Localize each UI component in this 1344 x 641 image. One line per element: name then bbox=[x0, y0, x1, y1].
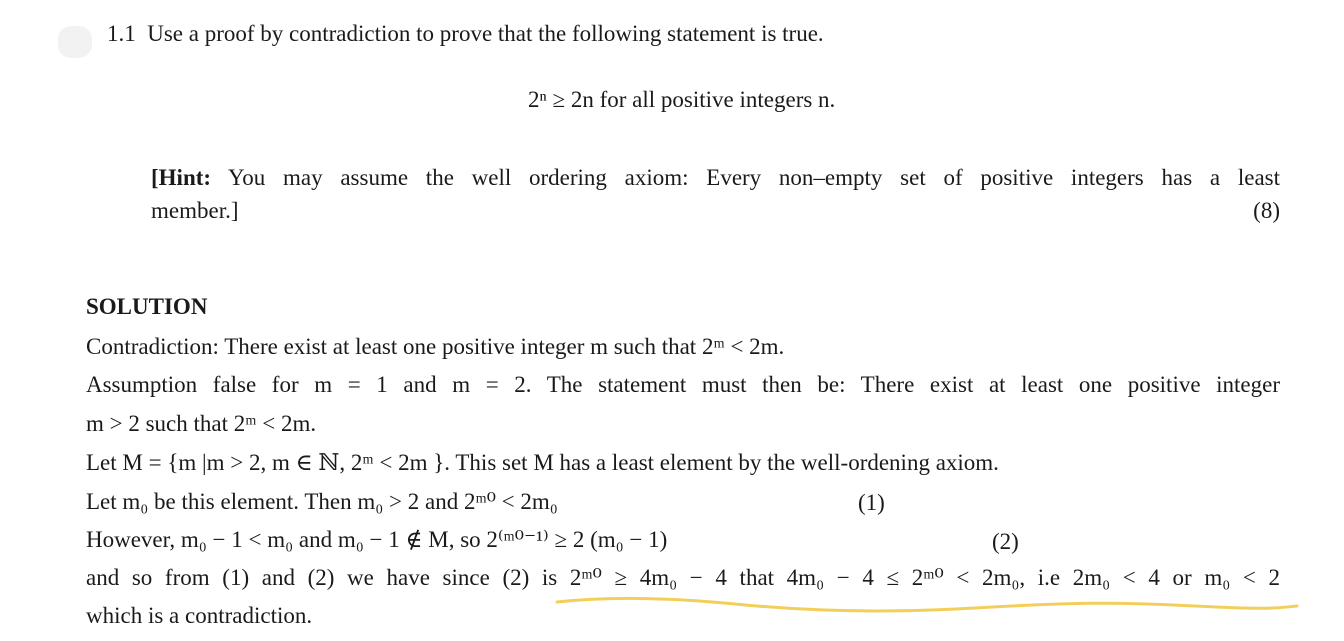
instruction-text: Use a proof by contradiction to prove that the following statement is true. bbox=[147, 21, 824, 46]
hint-label: [Hint: bbox=[151, 165, 212, 190]
highlighter-underline bbox=[555, 592, 1300, 622]
solution-line-5: Let m₀ be this element. Then m₀ > 2 and 2ᵐ⁰ < 2m₀ bbox=[86, 489, 558, 514]
underline-stroke bbox=[557, 598, 1297, 611]
hint-paragraph bbox=[151, 158, 1280, 197]
solution-line-7: and so from (1) and (2) we have since (2) is 2ᵐ⁰ ≥ 4m₀ − 4 that 4m₀ − 4 ≤ 2ᵐ⁰ < 2m₀, i.e 2m₀ < 4 or m₀ < 2 bbox=[86, 565, 1280, 590]
solution-line-1: Contradiction: There exist at least one positive integer m such that 2ᵐ < 2m. bbox=[86, 334, 785, 359]
solution-line-3: m > 2 such that 2ᵐ < 2m. bbox=[86, 411, 317, 436]
solution-line-4: Let M = {m |m > 2, m ∈ ℕ, 2ᵐ < 2m }. This set M has a least element by the well-ordening axiom. bbox=[86, 450, 999, 475]
solution-heading: SOLUTION bbox=[86, 294, 208, 319]
scan-smudge bbox=[58, 26, 92, 58]
question-number: 1.1 bbox=[107, 21, 136, 46]
solution-line-6: However, m₀ − 1 < m₀ and m₀ − 1 ∉ M, so 2⁽ᵐ⁰⁻¹⁾ ≥ 2 (m₀ − 1) bbox=[86, 527, 668, 552]
hint-text-line1: You may assume the well ordering axiom: Every non–empty set of positive integers has a least bbox=[227, 165, 1280, 190]
hint-text-line2: member.] bbox=[151, 198, 239, 223]
statement-text: 2ⁿ ≥ 2n for all positive integers n. bbox=[528, 87, 836, 112]
solution-line-2: Assumption false for m = 1 and m = 2. The statement must then be: There exist at least one positive integer bbox=[86, 372, 1280, 397]
solution-line-8: which is a contradiction. bbox=[86, 603, 313, 628]
equation-label-2: (2) bbox=[992, 529, 1019, 554]
marks-label: (8) bbox=[1253, 198, 1280, 223]
equation-label-1: (1) bbox=[858, 490, 885, 515]
question-instruction bbox=[107, 20, 824, 48]
statement-formula bbox=[528, 86, 835, 114]
